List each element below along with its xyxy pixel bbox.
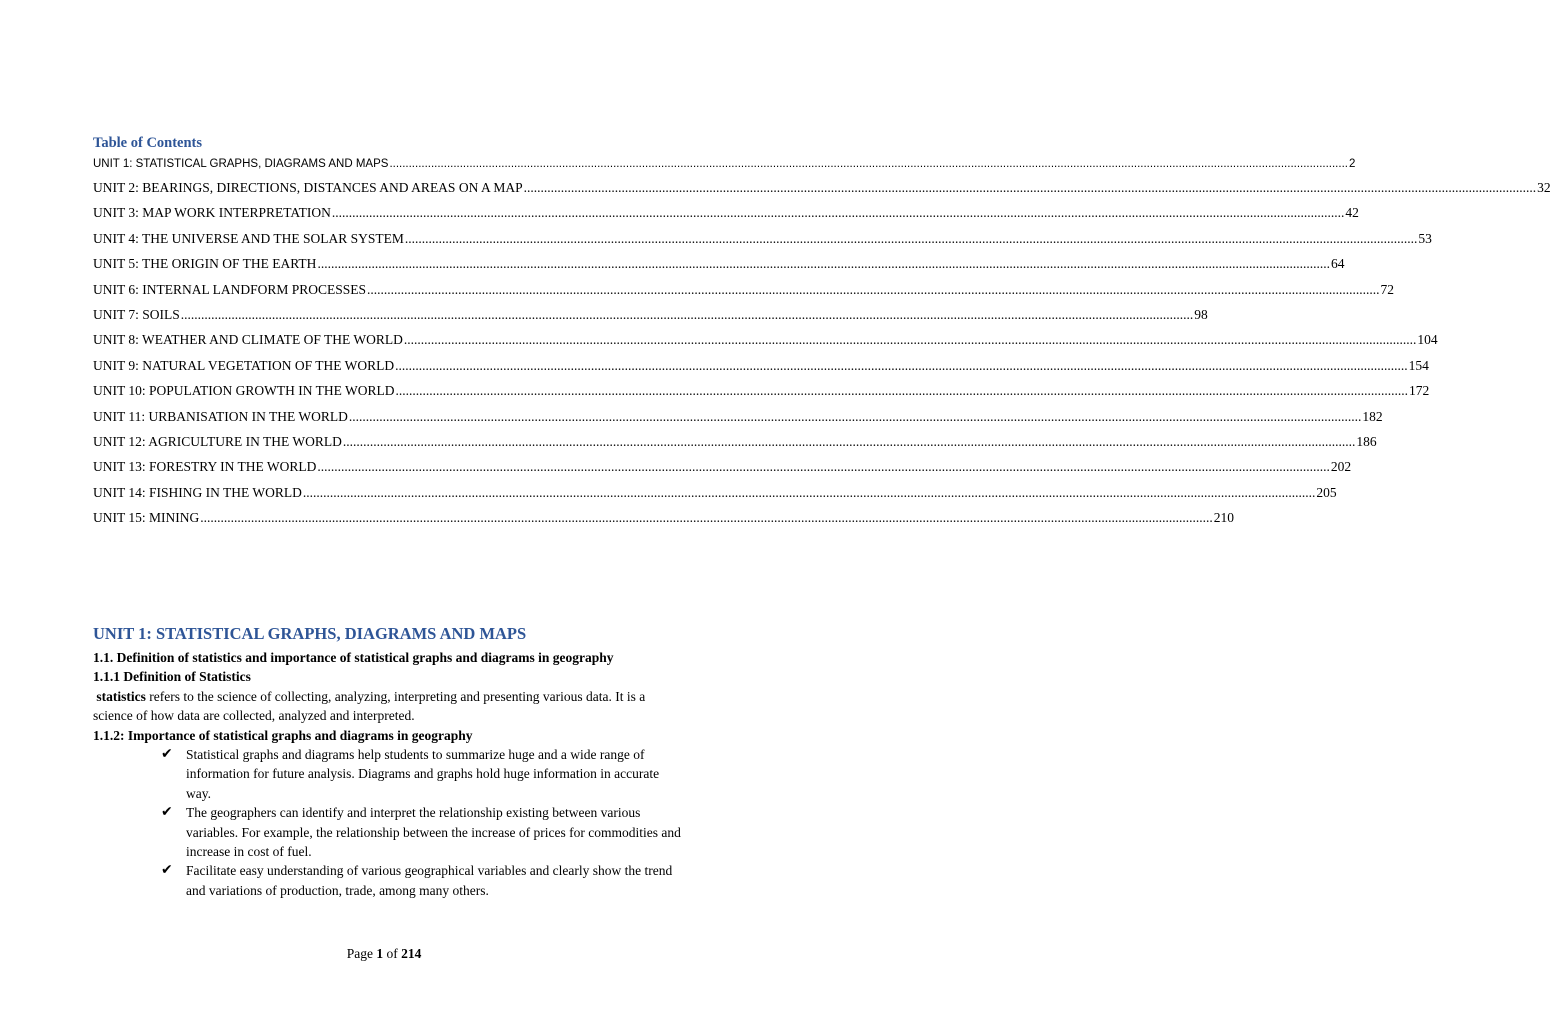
toc-leader-dots: ............................................................................................................................................................................................................................................................................................................ [180,306,1194,322]
footer-total-pages: 214 [401,946,422,961]
toc-leader-dots: ............................................................................................................................................................................................................................................................................................................ [395,383,1408,399]
toc-leader-dots: ............................................................................................................................................................................................................................................................................................................ [200,510,1213,526]
toc-leader-dots: ............................................................................................................................................................................................................................................................................................................ [389,158,1348,170]
footer-of: of [383,946,402,961]
toc-entry-page: 182 [1362,408,1383,424]
check-icon: ✔ [161,804,173,821]
toc-leader-dots: ............................................................................................................................................................................................................................................................................................................ [317,256,1330,272]
toc-entry-page: 42 [1345,205,1359,221]
toc-entry-label: UNIT 13: FORESTRY IN THE WORLD [93,459,317,475]
toc-entry[interactable] [93,175,1551,200]
toc-entry-page: 202 [1330,459,1352,475]
toc-entry[interactable] [93,277,1395,302]
toc-entry[interactable] [93,302,1208,327]
toc-leader-dots: ............................................................................................................................................................................................................................................................................................................ [317,459,1330,475]
toc-entry[interactable] [93,429,1377,454]
page-footer [0,946,768,962]
toc-entry[interactable] [93,404,1383,429]
list-item [161,745,683,803]
toc-list [93,155,1551,530]
unit-1-heading: UNIT 1: STATISTICAL GRAPHS, DIAGRAMS AND MAPS [93,624,527,643]
toc-entry-page: 53 [1418,230,1432,246]
toc-leader-dots: ............................................................................................................................................................................................................................................................................................................ [367,281,1380,297]
toc-entry-page: 205 [1316,484,1337,500]
toc-entry[interactable] [93,378,1430,403]
list-item [161,861,683,900]
toc-entry[interactable] [93,200,1359,225]
toc-entry-label: UNIT 6: INTERNAL LANDFORM PROCESSES [93,281,367,297]
toc-leader-dots: ............................................................................................................................................................................................................................................................................................................ [331,205,1345,221]
toc-leader-dots: ............................................................................................................................................................................................................................................................................................................ [404,230,1418,246]
toc-entry-page: 210 [1213,510,1234,526]
toc-leader-dots: ............................................................................................................................................................................................................................................................................................................ [403,332,1417,348]
toc-entry-label: UNIT 10: POPULATION GROWTH IN THE WORLD [93,383,395,399]
toc-entry-label: UNIT 4: THE UNIVERSE AND THE SOLAR SYSTEM [93,230,404,246]
toc-entry[interactable] [93,155,1356,173]
toc-entry-label: UNIT 9: NATURAL VEGETATION OF THE WORLD [93,357,395,373]
section-1-1-1-heading: 1.1.1 Definition of Statistics [93,669,251,685]
definition-text: refers to the science of collecting, analyzing, interpreting and presenting various data. It is a science of how data are collected, analyzed and interpreted. [93,688,646,724]
toc-entry-label: UNIT 11: URBANISATION IN THE WORLD [93,408,348,424]
toc-leader-dots: ............................................................................................................................................................................................................................................................................................................ [348,408,1362,424]
toc-title: Table of Contents [93,135,203,151]
toc-leader-dots: ............................................................................................................................................................................................................................................................................................................ [395,357,1408,373]
toc-entry[interactable] [93,505,1234,530]
toc-entry-page: 104 [1417,332,1438,348]
toc-entry-page: 98 [1194,306,1208,322]
check-icon: ✔ [161,746,173,763]
list-item-text: Statistical graphs and diagrams help students to summarize huge and a wide range of information for future analysis. Diagrams and graphs hold huge information in accurate way. [186,747,660,801]
statistics-definition [93,687,683,726]
toc-entry[interactable] [93,251,1345,276]
toc-entry-label: UNIT 14: FISHING IN THE WORLD [93,484,302,500]
toc-entry-page: 64 [1330,256,1345,272]
toc-leader-dots: ............................................................................................................................................................................................................................................................................................................ [523,180,1537,195]
toc-entry-page: 32 [1537,180,1551,195]
unit-1-body [93,648,683,900]
toc-entry-label: UNIT 2: BEARINGS, DIRECTIONS, DISTANCES AND AREAS ON A MAP [93,180,523,195]
toc-entry[interactable] [93,480,1337,505]
toc-entry-page: 72 [1380,281,1395,297]
toc-entry-label: UNIT 3: MAP WORK INTERPRETATION [93,205,331,221]
check-icon: ✔ [161,862,173,879]
toc-leader-dots: ............................................................................................................................................................................................................................................................................................................ [342,433,1356,449]
toc-entry-page: 172 [1408,383,1430,399]
toc-entry-page: 154 [1408,357,1429,373]
list-item [161,803,683,861]
toc-entry-label: UNIT 15: MINING [93,510,200,526]
list-item-text: Facilitate easy understanding of various geographical variables and clearly show the trend and variations of production, trade, among many others. [186,863,673,898]
toc-entry-page: 2 [1348,158,1356,170]
toc-entry-label: UNIT 5: THE ORIGIN OF THE EARTH [93,256,317,272]
section-1-1-2-heading: 1.1.2: Importance of statistical graphs and diagrams in geography [93,727,473,743]
toc-entry[interactable] [93,353,1429,378]
toc-leader-dots: ............................................................................................................................................................................................................................................................................................................ [302,484,1316,500]
toc-entry[interactable] [93,454,1352,479]
footer-current-page: 1 [376,946,384,961]
toc-entry-label: UNIT 12: AGRICULTURE IN THE WORLD [93,433,342,449]
toc-entry-label: UNIT 8: WEATHER AND CLIMATE OF THE WORLD [93,332,403,348]
toc-entry-page: 186 [1356,433,1377,449]
toc-entry[interactable] [93,226,1432,251]
list-item-text: The geographers can identify and interpret the relationship existing between various variables. For example, the relationship between the increase of prices for commodities and increase in cost of fuel. [186,805,681,860]
toc-entry-label: UNIT 1: STATISTICAL GRAPHS, DIAGRAMS AND MAPS [93,158,389,170]
definition-term: statistics [96,688,146,704]
section-1-1-heading: 1.1. Definition of statistics and importance of statistical graphs and diagrams in geography [93,650,614,665]
importance-list [93,745,683,900]
footer-prefix: Page [346,946,377,961]
toc-entry[interactable] [93,327,1438,352]
toc-entry-label: UNIT 7: SOILS [93,306,180,322]
table-of-contents [93,134,1551,530]
